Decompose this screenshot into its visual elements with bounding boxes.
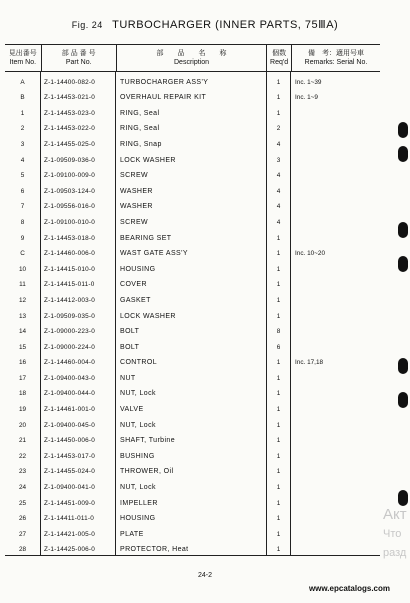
cell-item-number: 7 bbox=[5, 197, 41, 213]
table-row bbox=[5, 212, 380, 228]
cell-description: OVERHAUL REPAIR KIT bbox=[116, 88, 267, 104]
cell-item-number: 1 bbox=[5, 103, 41, 119]
cell-description: NUT, Lock bbox=[116, 477, 267, 493]
cell-part-number: Z-1-09503-124-0 bbox=[41, 181, 116, 197]
cell-item-number: 22 bbox=[5, 446, 41, 462]
cell-remarks bbox=[291, 212, 380, 228]
cell-remarks bbox=[291, 306, 380, 322]
table-row bbox=[5, 181, 380, 197]
figure-title bbox=[0, 18, 410, 31]
cell-remarks bbox=[291, 524, 380, 540]
cell-part-number: Z-1-14460-006-0 bbox=[41, 244, 116, 260]
table-row bbox=[5, 306, 380, 322]
cell-part-number: Z-1-09509-035-0 bbox=[41, 306, 116, 322]
table-row bbox=[5, 415, 380, 431]
watermark-line-2: Что bbox=[383, 528, 402, 540]
table-row bbox=[5, 72, 380, 88]
table-row bbox=[5, 88, 380, 104]
watermark-line-1: Акт bbox=[383, 506, 407, 523]
cell-item-number: 16 bbox=[5, 353, 41, 369]
cell-quantity: 1 bbox=[267, 524, 291, 540]
cell-remarks bbox=[291, 368, 380, 384]
cell-item-number: 23 bbox=[5, 462, 41, 478]
cell-remarks bbox=[291, 399, 380, 415]
cell-part-number: Z-1-09400-045-0 bbox=[41, 415, 116, 431]
binder-hole bbox=[398, 392, 408, 408]
table-header bbox=[5, 45, 380, 72]
cell-part-number: Z-1-14451-009-0 bbox=[41, 493, 116, 509]
table-row bbox=[5, 446, 380, 462]
cell-quantity: 1 bbox=[267, 244, 291, 260]
cell-part-number: Z-1-14455-024-0 bbox=[41, 462, 116, 478]
cell-description: WASHER bbox=[116, 181, 267, 197]
cell-item-number: 27 bbox=[5, 524, 41, 540]
cell-description: THROWER, Oil bbox=[116, 462, 267, 478]
table-row bbox=[5, 119, 380, 135]
cell-item-number: 12 bbox=[5, 290, 41, 306]
cell-part-number: Z-1-14415-010-0 bbox=[41, 259, 116, 275]
cell-description: GASKET bbox=[116, 290, 267, 306]
cell-part-number: Z-1-14415-011-0 bbox=[41, 275, 116, 291]
binder-hole bbox=[398, 122, 408, 138]
table-row bbox=[5, 493, 380, 509]
cell-description: LOCK WASHER bbox=[116, 150, 267, 166]
cell-quantity: 1 bbox=[267, 399, 291, 415]
table-row bbox=[5, 228, 380, 244]
cell-quantity: 1 bbox=[267, 446, 291, 462]
cell-description: RING, Seal bbox=[116, 103, 267, 119]
cell-item-number: 20 bbox=[5, 415, 41, 431]
cell-part-number: Z-1-09000-224-0 bbox=[41, 337, 116, 353]
table-row bbox=[5, 166, 380, 182]
cell-part-number: Z-1-14453-022-0 bbox=[41, 119, 116, 135]
cell-quantity: 4 bbox=[267, 181, 291, 197]
table-row bbox=[5, 259, 380, 275]
cell-remarks bbox=[291, 415, 380, 431]
parts-table bbox=[5, 44, 380, 556]
cell-item-number: 26 bbox=[5, 509, 41, 525]
cell-description: VALVE bbox=[116, 399, 267, 415]
table-row bbox=[5, 462, 380, 478]
cell-quantity: 6 bbox=[267, 337, 291, 353]
cell-quantity: 1 bbox=[267, 103, 291, 119]
cell-remarks bbox=[291, 509, 380, 525]
watermark-line-3: разд bbox=[383, 547, 407, 559]
cell-description: WAST GATE ASS'Y bbox=[116, 244, 267, 260]
cell-description: PLATE bbox=[116, 524, 267, 540]
watermark bbox=[383, 504, 407, 563]
cell-item-number: 14 bbox=[5, 322, 41, 338]
cell-quantity: 1 bbox=[267, 88, 291, 104]
cell-description: LOCK WASHER bbox=[116, 306, 267, 322]
cell-description: SCREW bbox=[116, 212, 267, 228]
cell-item-number: 28 bbox=[5, 540, 41, 556]
cell-item-number: 8 bbox=[5, 212, 41, 228]
cell-remarks bbox=[291, 477, 380, 493]
cell-description: NUT, Lock bbox=[116, 384, 267, 400]
cell-remarks bbox=[291, 322, 380, 338]
cell-quantity: 4 bbox=[267, 166, 291, 182]
table-body bbox=[5, 72, 380, 555]
cell-description: BOLT bbox=[116, 322, 267, 338]
cell-quantity: 1 bbox=[267, 259, 291, 275]
cell-description: SHAFT, Turbine bbox=[116, 431, 267, 447]
cell-description: RING, Snap bbox=[116, 134, 267, 150]
cell-quantity: 1 bbox=[267, 353, 291, 369]
cell-remarks bbox=[291, 103, 380, 119]
cell-remarks bbox=[291, 290, 380, 306]
table-row bbox=[5, 509, 380, 525]
table-row bbox=[5, 337, 380, 353]
cell-remarks: Inc. 10~20 bbox=[295, 250, 326, 258]
cell-part-number: Z-1-14453-021-0 bbox=[41, 88, 116, 104]
cell-remarks bbox=[291, 493, 380, 509]
cell-remarks bbox=[291, 384, 380, 400]
table-row bbox=[5, 197, 380, 213]
cell-description: BEARING SET bbox=[116, 228, 267, 244]
header-part-no: 部 品 番 号 Part No. bbox=[42, 45, 117, 71]
cell-description: TURBOCHARGER ASS'Y bbox=[116, 72, 267, 88]
table-row bbox=[5, 322, 380, 338]
cell-remarks bbox=[291, 462, 380, 478]
figure-label: Fig. 24 bbox=[71, 20, 103, 30]
cell-part-number: Z-1-09509-036-0 bbox=[41, 150, 116, 166]
cell-item-number: 10 bbox=[5, 259, 41, 275]
cell-description: BOLT bbox=[116, 337, 267, 353]
cell-description: HOUSING bbox=[116, 509, 267, 525]
cell-remarks bbox=[291, 275, 380, 291]
binder-hole bbox=[398, 490, 408, 506]
cell-remarks bbox=[291, 431, 380, 447]
table-row bbox=[5, 368, 380, 384]
cell-quantity: 1 bbox=[267, 368, 291, 384]
table-row bbox=[5, 524, 380, 540]
binder-hole bbox=[398, 256, 408, 272]
header-qty: 個数 Req'd bbox=[267, 45, 292, 71]
cell-quantity: 1 bbox=[267, 384, 291, 400]
cell-quantity: 2 bbox=[267, 119, 291, 135]
header-item-no: 見出番号 Item No. bbox=[5, 45, 42, 71]
table-row bbox=[5, 353, 380, 369]
cell-part-number: Z-1-09400-041-0 bbox=[41, 477, 116, 493]
table-row bbox=[5, 384, 380, 400]
cell-item-number: 13 bbox=[5, 306, 41, 322]
cell-part-number: Z-1-14421-005-0 bbox=[41, 524, 116, 540]
cell-item-number: 15 bbox=[5, 337, 41, 353]
cell-part-number: Z-1-14461-001-0 bbox=[41, 399, 116, 415]
cell-quantity: 1 bbox=[267, 493, 291, 509]
cell-remarks bbox=[291, 446, 380, 462]
cell-part-number: Z-1-14450-006-0 bbox=[41, 431, 116, 447]
cell-quantity: 1 bbox=[267, 275, 291, 291]
cell-description: COVER bbox=[116, 275, 267, 291]
cell-item-number: C bbox=[5, 244, 41, 260]
cell-remarks: Inc. 17,18 bbox=[295, 359, 324, 367]
cell-part-number: Z-1-09100-010-0 bbox=[41, 212, 116, 228]
cell-item-number: 4 bbox=[5, 150, 41, 166]
cell-item-number: 25 bbox=[5, 493, 41, 509]
header-description: 部 品 名 称 Description bbox=[117, 45, 267, 71]
cell-item-number: 21 bbox=[5, 431, 41, 447]
cell-remarks bbox=[291, 337, 380, 353]
cell-item-number: 9 bbox=[5, 228, 41, 244]
cell-description: IMPELLER bbox=[116, 493, 267, 509]
cell-quantity: 1 bbox=[267, 415, 291, 431]
cell-remarks bbox=[291, 259, 380, 275]
cell-quantity: 1 bbox=[267, 228, 291, 244]
cell-part-number: Z-1-14411-011-0 bbox=[41, 509, 116, 525]
site-url[interactable]: www.epcatalogs.com bbox=[308, 584, 390, 593]
table-row bbox=[5, 150, 380, 166]
cell-remarks: Inc. 1~9 bbox=[295, 94, 318, 102]
cell-item-number: 19 bbox=[5, 399, 41, 415]
cell-item-number: 2 bbox=[5, 119, 41, 135]
cell-item-number: 5 bbox=[5, 166, 41, 182]
cell-item-number: B bbox=[5, 88, 41, 104]
cell-remarks bbox=[291, 150, 380, 166]
cell-description: WASHER bbox=[116, 197, 267, 213]
table-row bbox=[5, 103, 380, 119]
table-row bbox=[5, 431, 380, 447]
cell-remarks bbox=[291, 134, 380, 150]
cell-remarks bbox=[291, 228, 380, 244]
cell-part-number: Z-1-09100-009-0 bbox=[41, 166, 116, 182]
table-row bbox=[5, 244, 380, 260]
cell-quantity: 1 bbox=[267, 290, 291, 306]
cell-description: HOUSING bbox=[116, 259, 267, 275]
cell-quantity: 1 bbox=[267, 306, 291, 322]
cell-part-number: Z-1-09400-043-0 bbox=[41, 368, 116, 384]
cell-part-number: Z-1-09556-016-0 bbox=[41, 197, 116, 213]
table-row bbox=[5, 477, 380, 493]
cell-part-number: Z-1-14460-004-0 bbox=[41, 353, 116, 369]
cell-item-number: 6 bbox=[5, 181, 41, 197]
cell-quantity: 4 bbox=[267, 197, 291, 213]
table-row bbox=[5, 290, 380, 306]
cell-remarks: Inc. 1~39 bbox=[295, 78, 322, 86]
cell-item-number: 3 bbox=[5, 134, 41, 150]
figure-heading: TURBOCHARGER (INNER PARTS, 75ⅢA) bbox=[112, 19, 339, 31]
cell-remarks bbox=[291, 540, 380, 556]
cell-quantity: 4 bbox=[267, 134, 291, 150]
cell-quantity: 1 bbox=[267, 72, 291, 88]
cell-quantity: 3 bbox=[267, 150, 291, 166]
cell-description: PROTECTOR, Heat bbox=[116, 540, 267, 556]
table-row bbox=[5, 275, 380, 291]
cell-part-number: Z-1-14412-003-0 bbox=[41, 290, 116, 306]
cell-part-number: Z-1-14453-023-0 bbox=[41, 103, 116, 119]
cell-quantity: 1 bbox=[267, 431, 291, 447]
cell-quantity: 1 bbox=[267, 540, 291, 556]
cell-description: NUT bbox=[116, 368, 267, 384]
table-row bbox=[5, 399, 380, 415]
cell-quantity: 8 bbox=[267, 322, 291, 338]
cell-remarks bbox=[291, 181, 380, 197]
cell-part-number: Z-1-09400-044-0 bbox=[41, 384, 116, 400]
cell-description: NUT, Lock bbox=[116, 415, 267, 431]
cell-part-number: Z-1-14425-006-0 bbox=[41, 540, 116, 556]
cell-description: BUSHING bbox=[116, 446, 267, 462]
cell-item-number: 17 bbox=[5, 368, 41, 384]
cell-description: RING, Seal bbox=[116, 119, 267, 135]
header-remarks: 備 考：適用号車 Remarks: Serial No. bbox=[304, 50, 368, 66]
table-row bbox=[5, 134, 380, 150]
cell-part-number: Z-1-14455-025-0 bbox=[41, 134, 116, 150]
cell-remarks bbox=[291, 166, 380, 182]
cell-part-number: Z-1-14453-018-0 bbox=[41, 228, 116, 244]
cell-quantity: 1 bbox=[267, 477, 291, 493]
cell-remarks bbox=[291, 119, 380, 135]
cell-description: SCREW bbox=[116, 166, 267, 182]
cell-quantity: 1 bbox=[267, 509, 291, 525]
cell-quantity: 4 bbox=[267, 212, 291, 228]
binder-hole bbox=[398, 146, 408, 162]
cell-item-number: A bbox=[5, 72, 41, 88]
cell-remarks bbox=[291, 197, 380, 213]
cell-part-number: Z-1-14400-082-0 bbox=[41, 72, 116, 88]
cell-item-number: 18 bbox=[5, 384, 41, 400]
cell-part-number: Z-1-14453-017-0 bbox=[41, 446, 116, 462]
binder-hole bbox=[398, 358, 408, 374]
cell-description: CONTROL bbox=[116, 353, 267, 369]
cell-quantity: 1 bbox=[267, 462, 291, 478]
table-row bbox=[5, 540, 380, 556]
cell-part-number: Z-1-09000-223-0 bbox=[41, 322, 116, 338]
binder-hole bbox=[398, 222, 408, 238]
cell-item-number: 11 bbox=[5, 275, 41, 291]
page-number: 24-2 bbox=[197, 572, 212, 579]
cell-item-number: 24 bbox=[5, 477, 41, 493]
